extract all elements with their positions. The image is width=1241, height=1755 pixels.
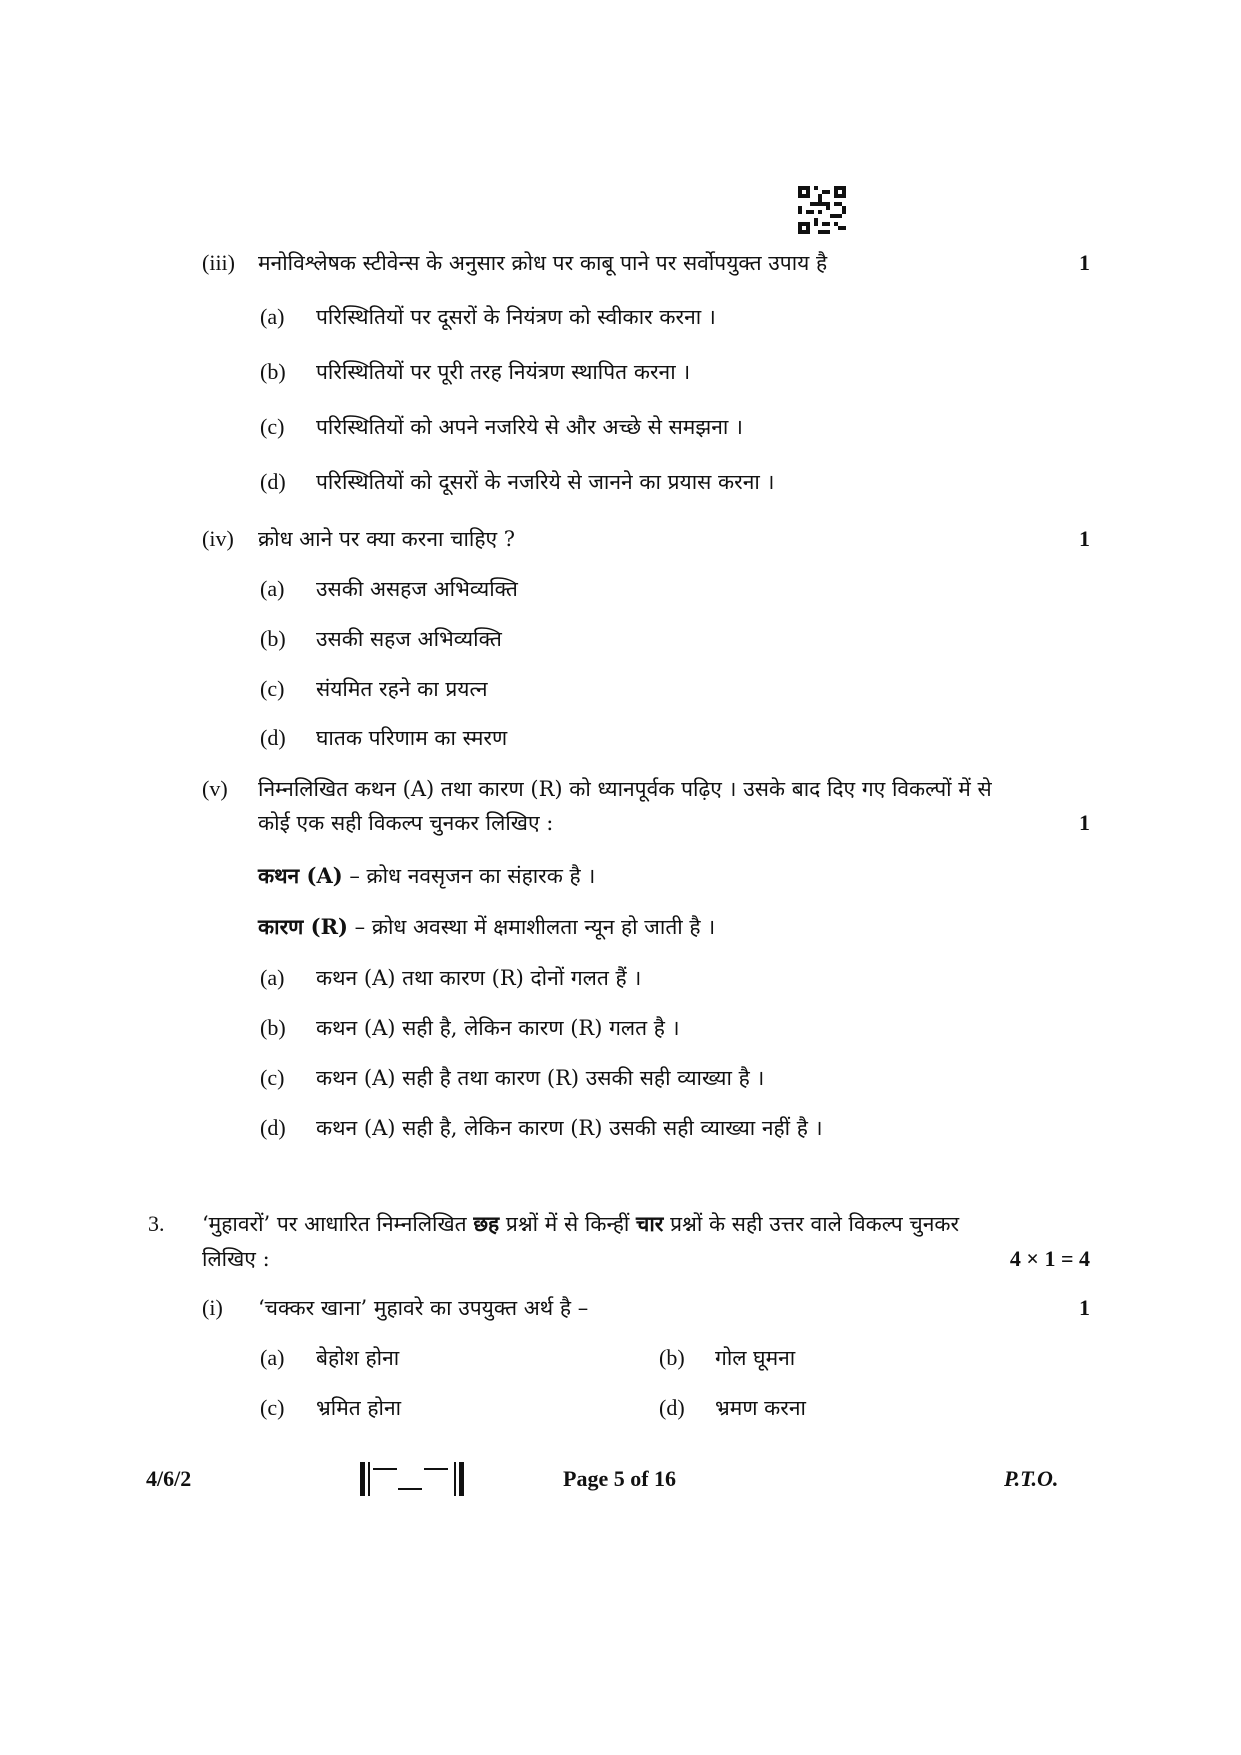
option-label: (c) xyxy=(260,676,285,701)
option-text: कथन (A) सही है तथा कारण (R) उसकी सही व्याख्या है । xyxy=(316,1066,765,1090)
option-label: (a) xyxy=(260,576,285,601)
q2-v-number: (v) xyxy=(202,776,228,801)
assertion xyxy=(258,862,595,890)
assertion-text: – क्रोध नवसृजन का संहारक है । xyxy=(342,864,596,888)
q3-text: प्रश्नों के सही उत्तर वाले विकल्प चुनकर xyxy=(663,1212,960,1236)
q3-text: ‘मुहावरों’ पर आधारित निम्नलिखित xyxy=(202,1212,474,1236)
q3-instruction-line2: लिखिए : xyxy=(202,1247,270,1271)
option-text: परिस्थितियों पर पूरी तरह नियंत्रण स्थापित करना । xyxy=(316,360,691,384)
option-label: (b) xyxy=(659,1345,685,1370)
q3-emphasis-four: चार xyxy=(636,1211,664,1236)
option-label: (d) xyxy=(260,469,286,494)
option-label: (b) xyxy=(260,359,286,384)
option-label: (d) xyxy=(260,1115,286,1140)
option-text: भ्रमण करना xyxy=(715,1396,806,1420)
pto-label: P.T.O. xyxy=(1004,1466,1059,1491)
q3-text: प्रश्नों में से किन्हीं xyxy=(499,1212,637,1236)
qr-code xyxy=(798,186,846,234)
q3-emphasis-six: छह xyxy=(473,1211,500,1236)
q2-iii-question: मनोविश्लेषक स्टीवेन्स के अनुसार क्रोध पर काबू पाने पर सर्वोपयुक्त उपाय है xyxy=(258,251,828,275)
page-number: Page 5 of 16 xyxy=(563,1466,677,1491)
q3-i-number: (i) xyxy=(202,1295,223,1320)
option-text: कथन (A) तथा कारण (R) दोनों गलत हैं । xyxy=(316,966,642,990)
option-text: घातक परिणाम का स्मरण xyxy=(316,726,508,750)
q2-iv-question: क्रोध आने पर क्या करना चाहिए ? xyxy=(258,527,516,551)
option-label: (c) xyxy=(260,1065,285,1090)
option-text: भ्रमित होना xyxy=(316,1396,402,1420)
q3-number: 3. xyxy=(148,1211,165,1236)
q3-marks: 4 × 1 = 4 xyxy=(1009,1246,1090,1271)
q3-i-marks: 1 xyxy=(1079,1295,1090,1320)
reason-label: कारण (R) xyxy=(258,914,348,939)
q3-instruction-line1 xyxy=(202,1210,959,1238)
option-text: संयमित रहने का प्रयत्न xyxy=(316,677,488,701)
q2-v-question-line1: निम्नलिखित कथन (A) तथा कारण (R) को ध्यानपूर्वक पढ़िए । उसके बाद दिए गए विकल्पों में से xyxy=(258,777,992,801)
option-label: (a) xyxy=(260,1345,285,1370)
option-text: परिस्थितियों पर दूसरों के नियंत्रण को स्वीकार करना । xyxy=(316,305,716,329)
reason-text: – क्रोध अवस्था में क्षमाशीलता न्यून हो जाती है । xyxy=(347,915,716,939)
option-label: (c) xyxy=(260,1395,285,1420)
option-label: (b) xyxy=(260,626,286,651)
option-label: (a) xyxy=(260,965,285,990)
option-text: उसकी असहज अभिव्यक्ति xyxy=(316,577,518,601)
assertion-label: कथन (A) xyxy=(258,863,343,888)
option-label: (d) xyxy=(260,725,286,750)
q2-v-question-line2: कोई एक सही विकल्प चुनकर लिखिए : xyxy=(258,811,554,835)
q2-iii-marks: 1 xyxy=(1079,250,1090,275)
q2-iv-number: (iv) xyxy=(202,526,234,551)
option-text: परिस्थितियों को अपने नजरिये से और अच्छे से समझना । xyxy=(316,415,743,439)
option-text: कथन (A) सही है, लेकिन कारण (R) उसकी सही व्याख्या नहीं है । xyxy=(316,1116,823,1140)
option-text: कथन (A) सही है, लेकिन कारण (R) गलत है । xyxy=(316,1016,680,1040)
option-label: (a) xyxy=(260,304,285,329)
q2-iv-marks: 1 xyxy=(1079,526,1090,551)
q3-i-question: ‘चक्कर खाना’ मुहावरे का उपयुक्त अर्थ है – xyxy=(258,1296,589,1320)
option-text: उसकी सहज अभिव्यक्ति xyxy=(316,627,502,651)
q2-iii-number: (iii) xyxy=(202,250,235,275)
option-label: (d) xyxy=(659,1395,685,1420)
option-text: गोल घूमना xyxy=(715,1346,796,1370)
option-label: (b) xyxy=(260,1015,286,1040)
option-text: परिस्थितियों को दूसरों के नजरिये से जानने का प्रयास करना । xyxy=(316,470,775,494)
q2-v-marks: 1 xyxy=(1079,810,1090,835)
paper-code: 4/6/2 xyxy=(146,1466,192,1491)
reason xyxy=(258,913,715,941)
option-label: (c) xyxy=(260,414,285,439)
option-text: बेहोश होना xyxy=(316,1346,400,1370)
barcode-mark xyxy=(358,1460,468,1498)
